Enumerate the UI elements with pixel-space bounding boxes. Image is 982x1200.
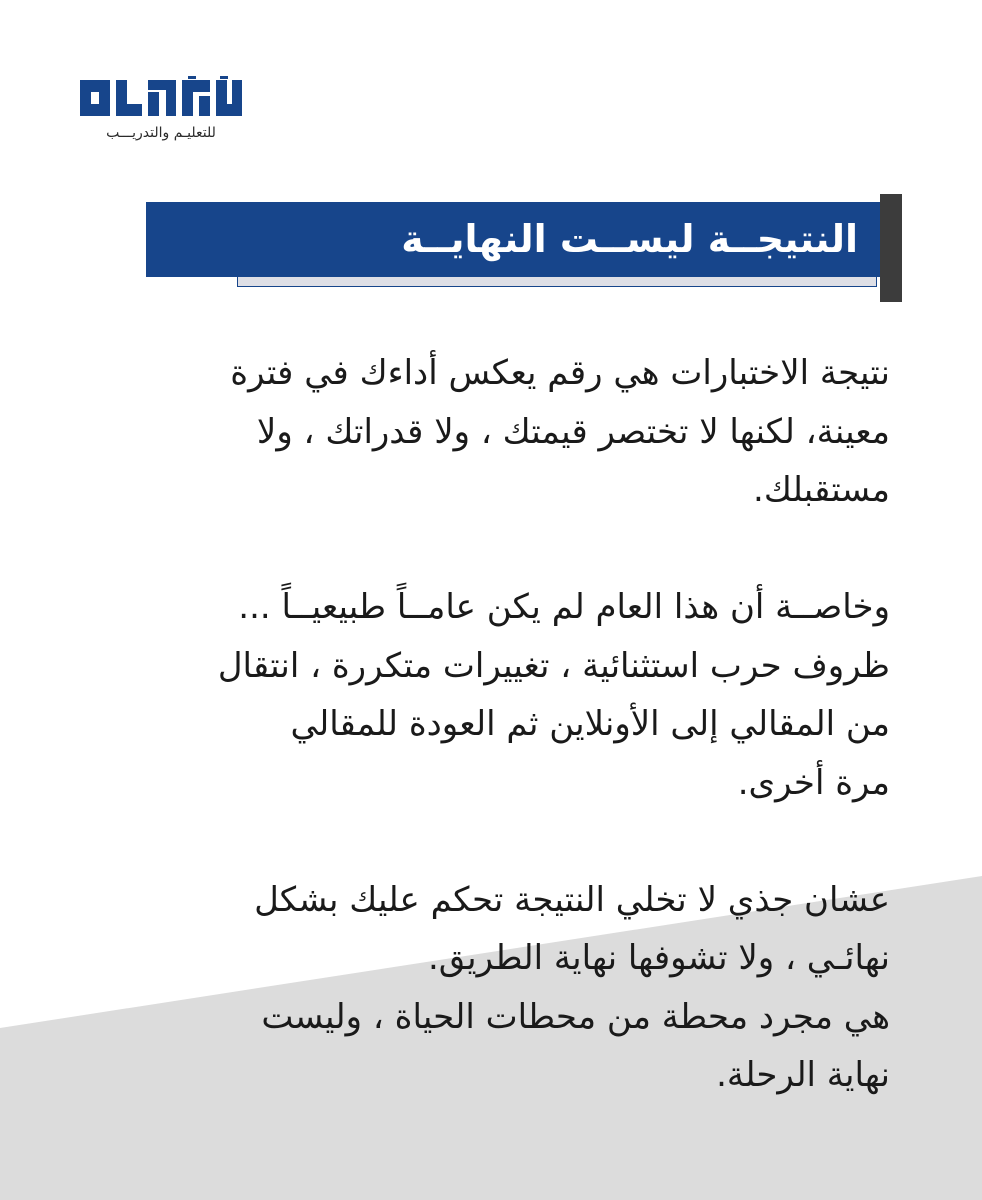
paragraph-line: نتيجة الاختبارات هي رقم يعكس أداءك في فترة [230, 353, 890, 393]
paragraph-line: وخاصــة أن هذا العام لم يكن عامــاً طبيعيــاً ... [238, 587, 890, 627]
paragraph-line: مستقبلك. [753, 470, 890, 510]
paragraph-line: عشان جذي لا تخلي النتيجة تحكم عليك بشكل [254, 879, 890, 920]
paragraph-line: ظروف حرب استثنائية ، تغييرات متكررة ، انتقال [217, 645, 890, 686]
paragraph-2 [96, 578, 890, 812]
paragraph-line: نهاية الرحلة. [716, 1055, 890, 1095]
paragraph-line: هي مجرد محطة من محطات الحياة ، وليست [261, 996, 890, 1037]
brand-logo [80, 76, 242, 152]
page-title: النتيجــة ليســت النهايــة [401, 217, 858, 261]
paragraph-line: مرة أخرى. [737, 762, 890, 803]
paragraph-1 [96, 344, 890, 520]
brand-logo-icon [80, 76, 242, 120]
paragraph-3 [96, 871, 890, 1105]
logo-tagline: للتعليـم والتدريـــب [106, 125, 216, 141]
paragraph-line: نهائـي ، ولا تشوفها نهاية الطريق. [428, 938, 890, 978]
title-banner-accent [880, 194, 902, 302]
paragraph-line: معينة، لكنها لا تختصر قيمتك ، ولا قدراتك ، ولا [256, 411, 890, 452]
title-banner [146, 194, 902, 302]
paragraph-line: من المقالي إلى الأونلاين ثم العودة للمقالي [290, 704, 890, 744]
body-text [96, 344, 890, 1105]
